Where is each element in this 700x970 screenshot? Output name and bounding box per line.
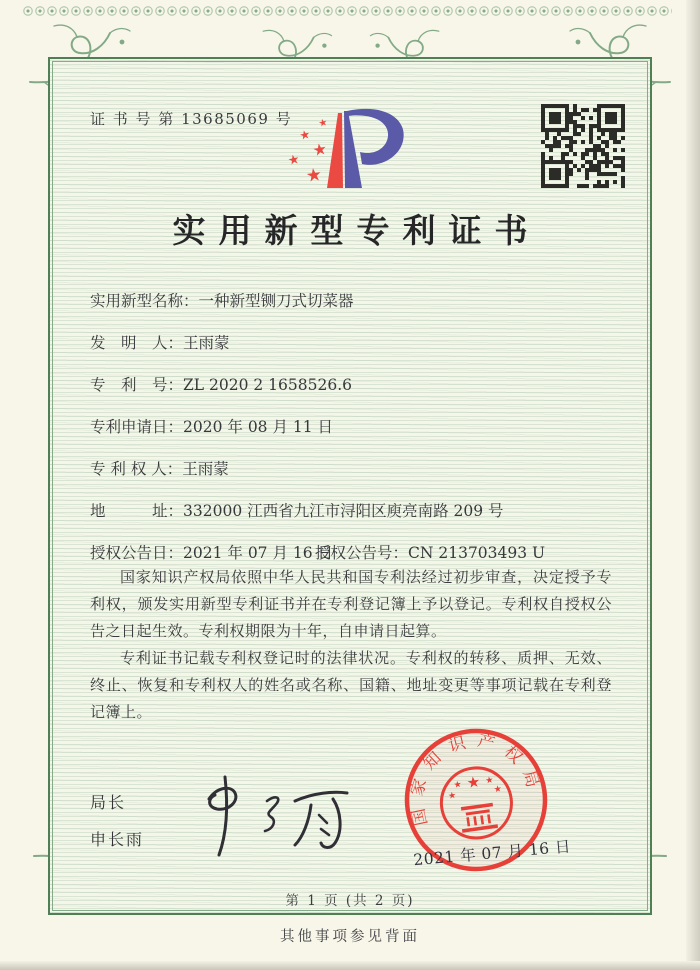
legal-paragraph-1: 国家知识产权局依照中华人民共和国专利法经过初步审查，决定授予专利权，颁发实用新型专利证书并在专利登记簿上予以登记。专利权自授权公告之日起生效。专利权期限为十年，自申请日起算。 [90, 568, 612, 640]
field-label: 专 利 号： [90, 376, 184, 394]
certificate-frame [48, 57, 652, 915]
svg-text:★: ★ [311, 138, 329, 161]
field-value: 2021 年 07 月 16 日 [183, 544, 334, 562]
field-label: 发 明 人： [90, 334, 184, 352]
field-address [90, 501, 614, 522]
field-filing-date [90, 417, 614, 438]
field-label: 授权公告日： [90, 544, 184, 562]
certificate-title: 实用新型专利证书 [172, 211, 541, 250]
field-label: 实用新型名称： [90, 292, 199, 310]
officer-title: 局长 [90, 793, 127, 812]
field-value: ZL 2020 2 1658526.6 [183, 376, 352, 394]
photo-edge [686, 0, 700, 970]
field-value: 332000 江西省九江市浔阳区庾亮南路 209 号 [183, 502, 504, 520]
field-label: 专利申请日： [90, 418, 184, 436]
svg-text:★: ★ [493, 784, 503, 796]
page-number: 第 1 页 (共 2 页) [285, 893, 415, 909]
back-note: 其他事项参见背面 [280, 929, 420, 945]
legal-paragraph-2: 专利证书记载专利权登记时的法律状况。专利权的转移、质押、无效、终止、恢复和专利权人的姓名或名称、国籍、地址变更等事项记载在专利登记簿上。 [90, 649, 612, 721]
field-utility-model-name [90, 291, 614, 312]
certificate-number: 证 书 号 第 13685069 号 [90, 110, 293, 128]
field-label: 授权公告号： [315, 544, 409, 562]
svg-text:★: ★ [317, 117, 329, 130]
legal-text [90, 564, 612, 726]
svg-text:★: ★ [304, 163, 324, 188]
top-lace-border-icon [22, 4, 672, 18]
field-patent-number [90, 375, 614, 396]
officer-name: 申长雨 [90, 830, 145, 849]
field-label: 专 利 权 人： [90, 460, 183, 478]
field-list [90, 291, 614, 585]
field-patentee [90, 459, 614, 480]
field-inventor [90, 333, 614, 354]
field-grant-row [90, 543, 614, 564]
svg-text:★: ★ [298, 127, 312, 143]
svg-text:★: ★ [453, 779, 463, 791]
svg-text:★: ★ [465, 772, 482, 793]
signature-icon [195, 771, 365, 861]
field-label: 地 址： [90, 502, 184, 520]
qr-code [541, 104, 625, 188]
field-value: 王雨蒙 [183, 334, 230, 352]
field-value: CN 213703493 U [408, 544, 546, 562]
seal-agency-text: 国家知识产权局 [406, 730, 546, 828]
field-value: 王雨蒙 [182, 460, 229, 478]
svg-text:★: ★ [484, 775, 495, 787]
svg-text:★: ★ [286, 151, 302, 170]
photo-edge [0, 961, 700, 970]
svg-text:★: ★ [447, 790, 457, 802]
field-value: 2020 年 08 月 11 日 [183, 418, 334, 436]
seal-date: 2021 年 07 月 16 日 [412, 837, 572, 870]
officer-block [90, 790, 144, 850]
cnipa-logo-icon [278, 103, 426, 199]
field-grant-number [315, 543, 545, 564]
field-value: 一种新型铡刀式切菜器 [198, 292, 354, 310]
